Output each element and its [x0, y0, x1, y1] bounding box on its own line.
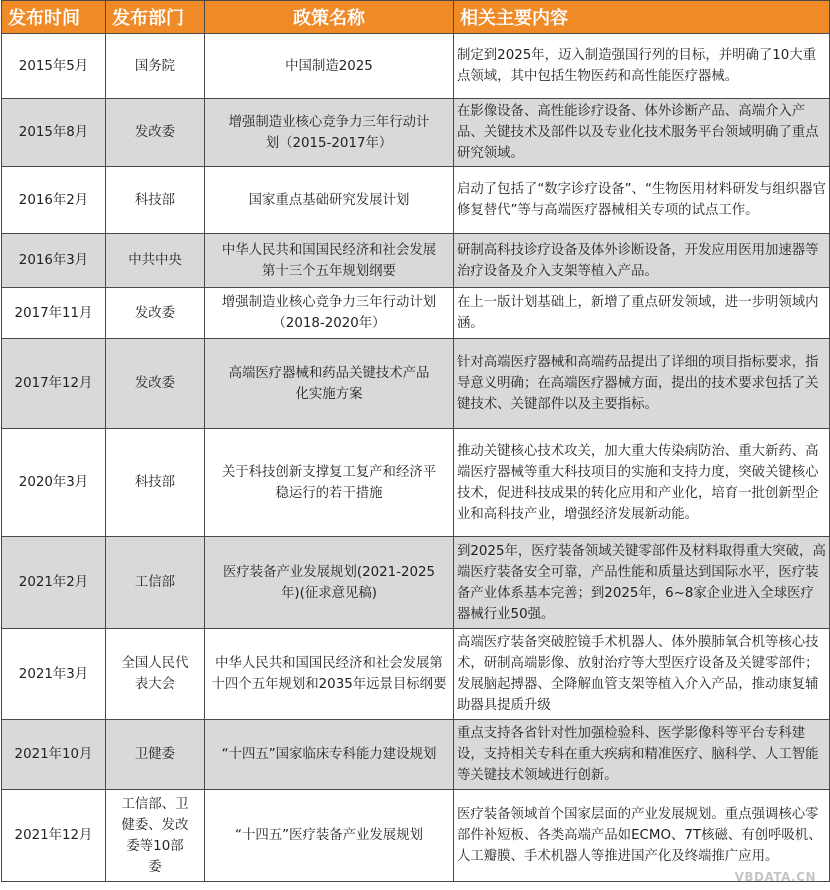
row-date: 2021年2月 — [2, 537, 106, 629]
row-policy-name: 增强制造业核心竞争力三年行动计划（2018-2020年） — [205, 288, 454, 339]
row-dept: 中共中央 — [106, 234, 205, 288]
header-row — [2, 1, 830, 34]
row-content: 针对高端医疗器械和高端药品提出了详细的项目指标要求，指导意义明确；在高端医疗器械方面，提出的技术要求包括了关键技术、关键部件以及主要指标。 — [454, 339, 830, 429]
row-policy-name: “十四五”国家临床专科能力建设规划 — [205, 720, 454, 790]
row-content: 制定到2025年，迈入制造强国行列的目标，并明确了10大重点领域，其中包括生物医药和高性能医疗器械。 — [454, 34, 830, 99]
row-policy-name: 中华人民共和国国民经济和社会发展第十四个五年规划和2035年远景目标纲要 — [205, 629, 454, 720]
row-dept: 国务院 — [106, 34, 205, 99]
row-dept: 全国人民代表大会 — [106, 629, 205, 720]
row-content: 在上一版计划基础上，新增了重点研发领域，进一步明领域内涵。 — [454, 288, 830, 339]
row-content: 医疗装备领域首个国家层面的产业发展规划。重点强调核心零部件补短板、各类高端产品如ECMO、7T核磁、有创呼吸机、人工瓣膜、手术机器人等推进国产化及终端推广应用。 — [454, 790, 830, 882]
table-row — [2, 288, 830, 339]
header-policy-name: 政策名称 — [205, 1, 454, 34]
row-content: 高端医疗装备突破腔镜手术机器人、体外膜肺氧合机等核心技术，研制高端影像、放射治疗等大型医疗设备及关键零部件；发展脑起搏器、全降解血管支架等植入介入产品，推动康复辅助器具提质升级 — [454, 629, 830, 720]
row-policy-name: 关于科技创新支撑复工复产和经济平稳运行的若干措施 — [205, 429, 454, 537]
row-dept: 工信部 — [106, 537, 205, 629]
row-dept: 发改委 — [106, 288, 205, 339]
row-date: 2015年8月 — [2, 99, 106, 167]
row-policy-name: 增强制造业核心竞争力三年行动计划（2015-2017年） — [205, 99, 454, 167]
row-date: 2016年3月 — [2, 234, 106, 288]
row-content: 启动了包括了“数字诊疗设备”、“生物医用材料研发与组织器官修复替代”等与高端医疗器械相关专项的试点工作。 — [454, 167, 830, 234]
row-policy-name: 中华人民共和国国民经济和社会发展第十三个五年规划纲要 — [205, 234, 454, 288]
row-dept: 卫健委 — [106, 720, 205, 790]
header-date: 发布时间 — [2, 1, 106, 34]
row-dept: 工信部、卫健委、发改委等10部委 — [106, 790, 205, 882]
table-row — [2, 34, 830, 99]
row-policy-name: 医疗装备产业发展规划(2021-2025年)(征求意见稿) — [205, 537, 454, 629]
table-row — [2, 720, 830, 790]
watermark-logo: VBDATA.CN — [734, 870, 816, 884]
row-date: 2021年10月 — [2, 720, 106, 790]
row-date: 2021年12月 — [2, 790, 106, 882]
policy-table — [1, 0, 830, 882]
table-row — [2, 234, 830, 288]
table-row — [2, 99, 830, 167]
table-row — [2, 537, 830, 629]
row-date: 2015年5月 — [2, 34, 106, 99]
row-policy-name: 国家重点基础研究发展计划 — [205, 167, 454, 234]
row-content: 推动关键核心技术攻关，加大重大传染病防治、重大新药、高端医疗器械等重大科技项目的实施和支持力度，突破关键核心技术，促进科技成果的转化应用和产业化，培育一批创新型企业和高科技产业，增强经济发展新动能。 — [454, 429, 830, 537]
row-content: 重点支持各省针对性加强检验科、医学影像科等平台专科建设，支持相关专科在重大疾病和精准医疗、脑科学、人工智能等关键技术领域进行创新。 — [454, 720, 830, 790]
row-policy-name: “十四五”医疗装备产业发展规划 — [205, 790, 454, 882]
row-content: 研制高科技诊疗设备及体外诊断设备，开发应用医用加速器等治疗设备及介入支架等植入产品。 — [454, 234, 830, 288]
row-dept: 科技部 — [106, 167, 205, 234]
row-date: 2017年12月 — [2, 339, 106, 429]
row-content: 在影像设备、高性能诊疗设备、体外诊断产品、高端介入产品、关键技术及部件以及专业化技术服务平台领域明确了重点研究领域。 — [454, 99, 830, 167]
row-date: 2021年3月 — [2, 629, 106, 720]
table-row — [2, 339, 830, 429]
table-row — [2, 167, 830, 234]
row-policy-name: 高端医疗器械和药品关键技术产品化实施方案 — [205, 339, 454, 429]
row-date: 2016年2月 — [2, 167, 106, 234]
row-dept: 科技部 — [106, 429, 205, 537]
header-dept: 发布部门 — [106, 1, 205, 34]
table-row — [2, 629, 830, 720]
header-content: 相关主要内容 — [454, 1, 830, 34]
row-date: 2020年3月 — [2, 429, 106, 537]
row-dept: 发改委 — [106, 99, 205, 167]
row-content: 到2025年，医疗装备领域关键零部件及材料取得重大突破，高端医疗装备安全可靠，产品性能和质量达到国际水平，医疗装备产业体系基本完善；到2025年，6~8家企业进入全球医疗器械行业50强。 — [454, 537, 830, 629]
row-policy-name: 中国制造2025 — [205, 34, 454, 99]
row-date: 2017年11月 — [2, 288, 106, 339]
table-row — [2, 790, 830, 882]
table-row — [2, 429, 830, 537]
row-dept: 发改委 — [106, 339, 205, 429]
